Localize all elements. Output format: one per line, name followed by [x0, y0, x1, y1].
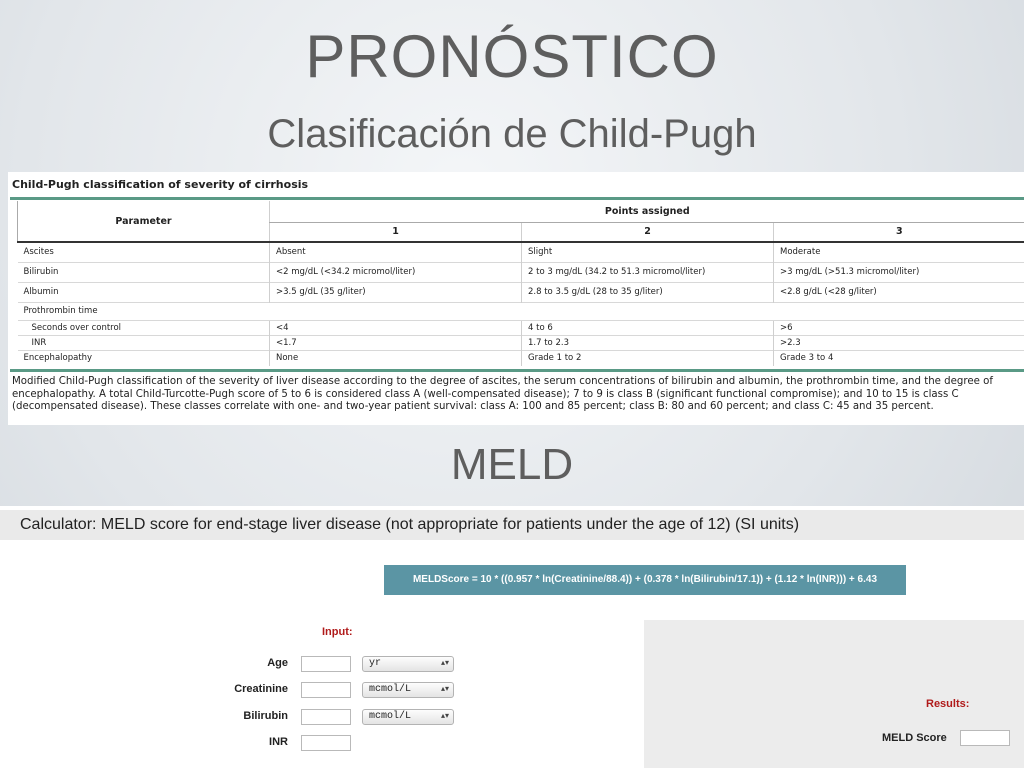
- points-2-cell: Grade 1 to 2: [522, 350, 774, 366]
- creatinine-input[interactable]: [301, 682, 351, 698]
- table-row: [18, 262, 1024, 282]
- table-row: [18, 350, 1024, 366]
- results-title: Results:: [926, 698, 970, 710]
- points-3-cell: Moderate: [774, 242, 1024, 262]
- header-points-1: 1: [270, 222, 522, 242]
- header-points-2: 2: [522, 222, 774, 242]
- points-3-cell: >3 mg/dL (>51.3 micromol/liter): [774, 262, 1024, 282]
- updown-arrow-icon: ▴▾: [440, 712, 449, 721]
- table-bottom-rule: [10, 369, 1024, 372]
- param-cell: INR: [18, 335, 270, 350]
- points-3-cell: <2.8 g/dL (<28 g/liter): [774, 282, 1024, 302]
- age-input[interactable]: [301, 656, 351, 672]
- bilirubin-label: Bilirubin: [243, 710, 288, 722]
- points-2-cell: 1.7 to 2.3: [522, 335, 774, 350]
- child-pugh-panel: [8, 172, 1024, 425]
- points-3-cell: >6: [774, 320, 1024, 335]
- creatinine-unit-select[interactable]: [362, 682, 454, 698]
- age-unit-select[interactable]: [362, 656, 454, 672]
- points-3-cell: Grade 3 to 4: [774, 350, 1024, 366]
- child-pugh-footnote: Modified Child-Pugh classification of the severity of liver disease according to the degree of ascites, the serum concentrations of bilirubin and albumin, the prothrombin time, and the degree of encephalopathy. A total Child-Turcotte-Pugh score of 5 to 6 is considered class A (well-compensated disease); 7 to 9 is class B (significant functional compromise); and 10 to 15 is class C (decompensated disease). These classes correlate with one- and two-year patient survival: class A: 100 and 85 percent; class B: 80 and 60 percent; and class C: 45 and 35 percent.: [12, 376, 993, 412]
- points-1-cell: <1.7: [270, 335, 522, 350]
- header-points-assigned: Points assigned: [270, 201, 1024, 222]
- table-row: [18, 282, 1024, 302]
- creatinine-label: Creatinine: [234, 683, 288, 695]
- bilirubin-unit-select[interactable]: [362, 709, 454, 725]
- param-cell: Encephalopathy: [18, 350, 270, 366]
- bilirubin-unit-value: mcmol/L: [369, 711, 412, 722]
- table-row: [18, 242, 1024, 262]
- points-1-cell: Absent: [270, 242, 522, 262]
- bilirubin-input[interactable]: [301, 709, 351, 725]
- points-3-cell: >2.3: [774, 335, 1024, 350]
- meld-section-title: MELD: [450, 440, 574, 489]
- meld-score-label: MELD Score: [882, 732, 947, 744]
- table-row: [18, 302, 1024, 320]
- slide-subtitle: Clasificación de Child-Pugh: [267, 112, 757, 156]
- age-label: Age: [267, 657, 288, 669]
- points-2-cell: 2 to 3 mg/dL (34.2 to 51.3 micromol/liter): [522, 262, 774, 282]
- input-title: Input:: [322, 626, 353, 638]
- age-unit-value: yr: [369, 658, 382, 669]
- param-cell: Ascites: [18, 242, 270, 262]
- meld-formula: MELDScore = 10 * ((0.957 * ln(Creatinine/88.4)) + (0.378 * ln(Bilirubin/17.1)) + (1.12 * ln(INR))) + 6.43: [384, 565, 906, 595]
- points-1-cell: None: [270, 350, 522, 366]
- child-pugh-table: [17, 201, 1024, 366]
- calculator-title: Calculator: MELD score for end-stage liver disease (not appropriate for patients under the age of 12) (SI units): [20, 516, 800, 533]
- points-1-cell: >3.5 g/dL (35 g/liter): [270, 282, 522, 302]
- updown-arrow-icon: ▴▾: [440, 685, 449, 694]
- table-row: [18, 335, 1024, 350]
- calculator-header: [0, 510, 1024, 540]
- results-panel: [644, 620, 1024, 768]
- child-pugh-heading: Child-Pugh classification of severity of cirrhosis: [12, 178, 309, 191]
- points-2-cell: Slight: [522, 242, 774, 262]
- table-top-rule: [10, 197, 1024, 200]
- meld-calculator-panel: [0, 506, 1024, 768]
- inr-input[interactable]: [301, 735, 351, 751]
- points-1-cell: <2 mg/dL (<34.2 micromol/liter): [270, 262, 522, 282]
- points-2-cell: 4 to 6: [522, 320, 774, 335]
- creatinine-unit-value: mcmol/L: [369, 684, 412, 695]
- param-cell: Bilirubin: [18, 262, 270, 282]
- slide-title: PRONÓSTICO: [305, 23, 719, 90]
- table-row: [18, 320, 1024, 335]
- updown-arrow-icon: ▴▾: [440, 659, 449, 668]
- points-1-cell: <4: [270, 320, 522, 335]
- meld-score-output: [960, 730, 1010, 746]
- points-2-cell: 2.8 to 3.5 g/dL (28 to 35 g/liter): [522, 282, 774, 302]
- param-cell: Seconds over control: [18, 320, 270, 335]
- header-points-3: 3: [774, 222, 1024, 242]
- inr-label: INR: [269, 736, 288, 748]
- param-cell: Albumin: [18, 282, 270, 302]
- header-parameter: Parameter: [18, 201, 270, 242]
- param-cell: Prothrombin time: [18, 302, 1024, 320]
